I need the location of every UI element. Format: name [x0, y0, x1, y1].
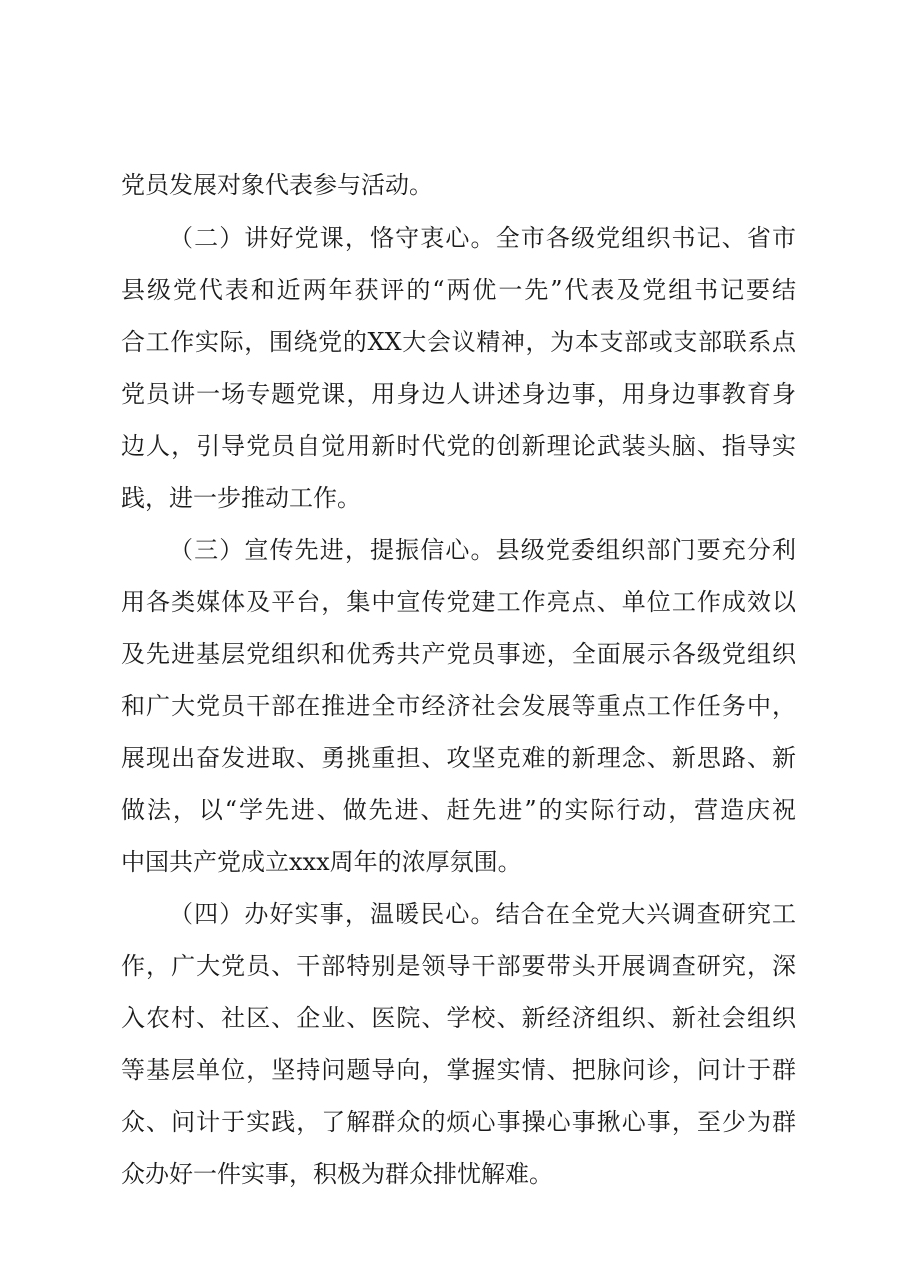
text-line: 县级党代表和近两年获评的“两优一先”代表及党组书记要结: [121, 276, 796, 304]
text-line: 作，广大党员、干部特别是领导干部要带头开展调查研究，深: [121, 952, 796, 980]
text-line: 党员发展对象代表参与活动。: [121, 171, 433, 199]
text-line: 等基层单位，坚持问题导向，掌握实情、把脉问诊，问计于群: [121, 1056, 796, 1084]
section-heading-line: （四）办好实事，温暖民心。结合在全党大兴调查研究工: [169, 900, 796, 928]
text-line: 践，进一步推动工作。: [121, 484, 361, 512]
text-line: 边人，引导党员自觉用新时代党的创新理论武装头脑、指导实: [121, 432, 796, 460]
text-line: 及先进基层党组织和优秀共产党员事迹，全面展示各级党组织: [121, 640, 796, 668]
text-line: 用各类媒体及平台，集中宣传党建工作亮点、单位工作成效以: [121, 588, 796, 616]
text-line: 入农村、社区、企业、医院、学校、新经济组织、新社会组织: [121, 1004, 796, 1032]
section-heading-line: （三）宣传先进，提振信心。县级党委组织部门要充分利: [169, 536, 796, 564]
text-line: 党员讲一场专题党课，用身边人讲述身边事，用身边事教育身: [121, 380, 796, 408]
text-line: 众、问计于实践，了解群众的烦心事操心事揪心事，至少为群: [121, 1108, 796, 1136]
text-line: 做法，以“学先进、做先进、赶先进”的实际行动，营造庆祝: [121, 796, 796, 824]
text-line: 合工作实际，围绕党的XX大会议精神，为本支部或支部联系点: [121, 328, 796, 356]
text-line: 展现出奋发进取、勇挑重担、攻坚克难的新理念、新思路、新: [121, 744, 796, 772]
text-line: 众办好一件实事，积极为群众排忧解难。: [121, 1160, 553, 1188]
text-line: 和广大党员干部在推进全市经济社会发展等重点工作任务中，: [121, 692, 796, 720]
section-heading-line: （二）讲好党课，恪守衷心。全市各级党组织书记、省市: [169, 224, 796, 252]
text-line: 中国共产党成立xxx周年的浓厚氛围。: [121, 848, 522, 876]
